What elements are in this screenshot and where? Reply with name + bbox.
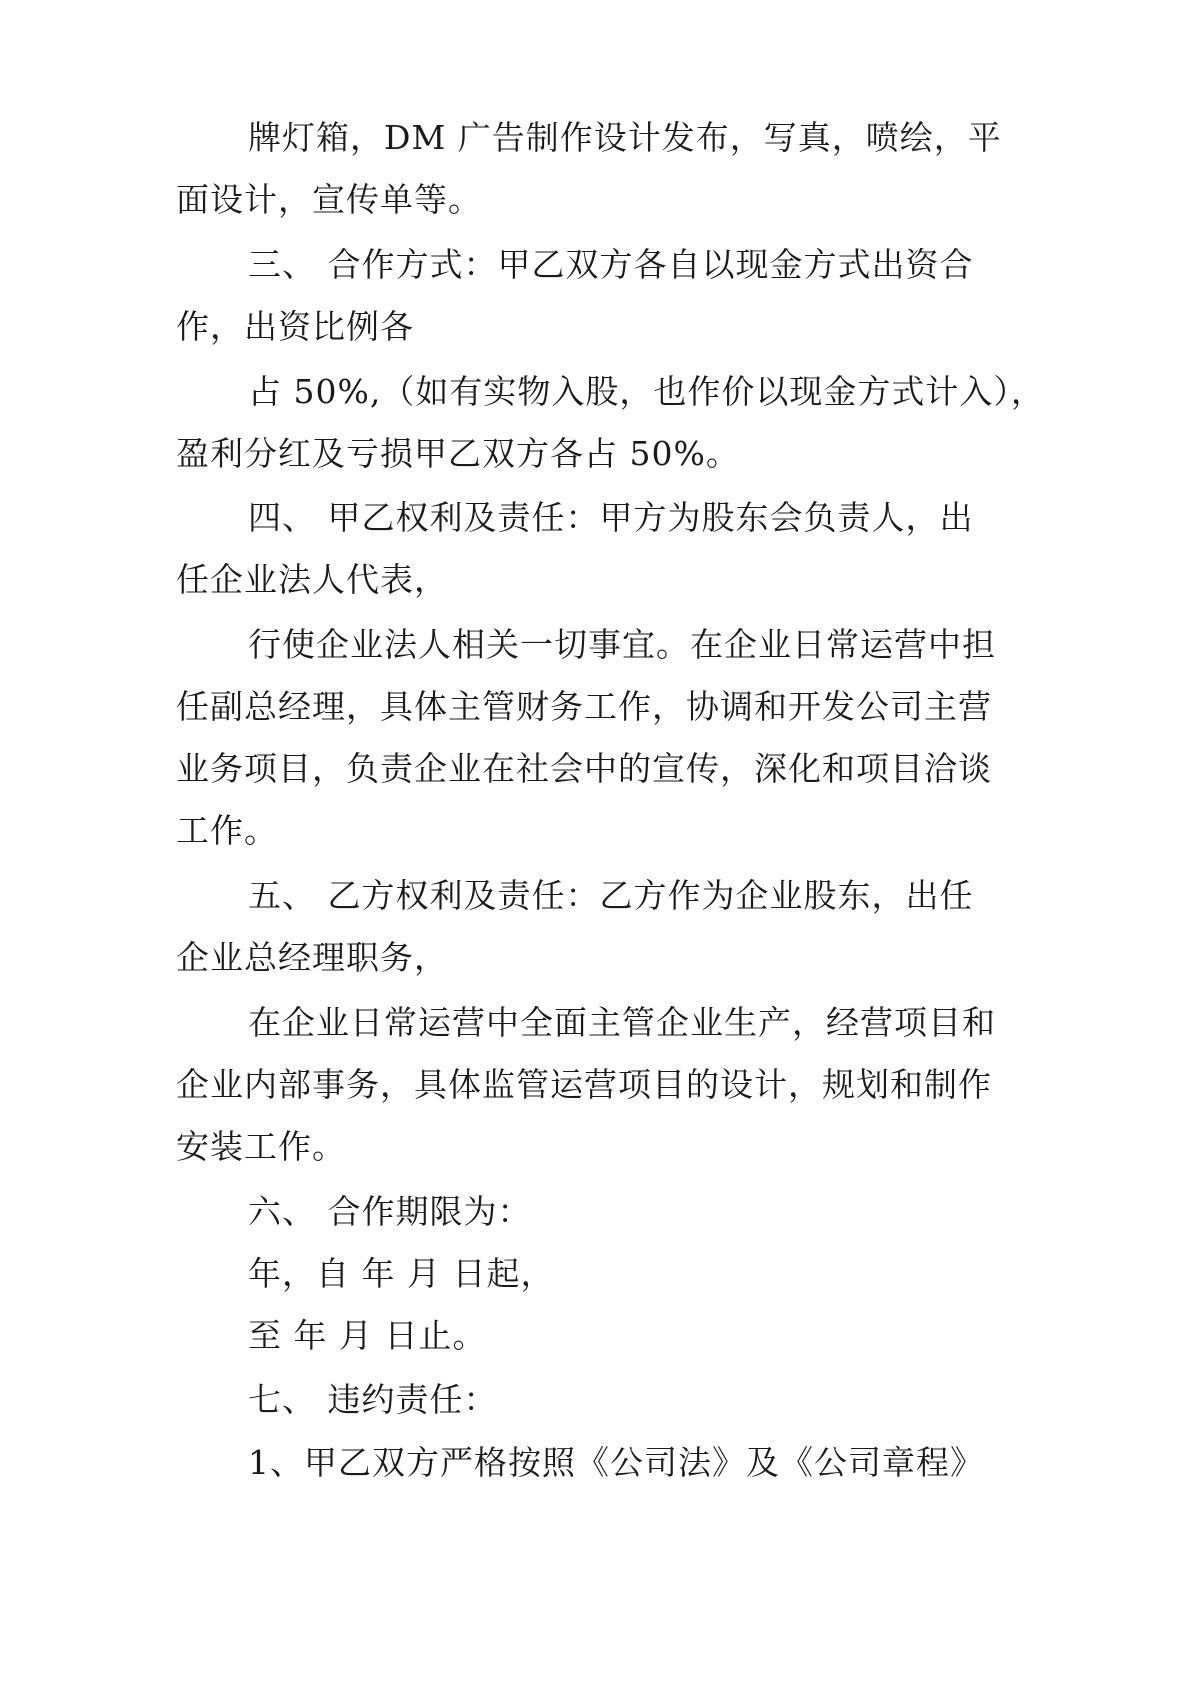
text-line: 企业内部事务，具体监管运营项目的设计，规划和制作 <box>176 1065 992 1104</box>
text-line: 安装工作。 <box>176 1127 346 1166</box>
text-line: 五、 乙方权利及责任：乙方作为企业股东，出任 <box>248 876 974 915</box>
text-line: 六、 合作期限为： <box>248 1192 532 1231</box>
text-line: 年，自 年 月 日起， <box>248 1254 555 1293</box>
text-line: 三、 合作方式：甲乙双方各自以现金方式出资合 <box>248 245 974 284</box>
text-line: 至 年 月 日止。 <box>248 1316 487 1355</box>
text-line: 行使企业法人相关一切事宜。在企业日常运营中担 <box>248 625 996 664</box>
text-line: 企业总经理职务， <box>176 938 448 977</box>
text-line: 四、 甲乙权利及责任：甲方为股东会负责人，出 <box>248 498 974 537</box>
text-line: 牌灯箱，DM 广告制作设计发布，写真，喷绘，平 <box>248 118 1002 157</box>
text-line: 任企业法人代表， <box>176 560 448 599</box>
text-line: 七、 违约责任： <box>248 1380 498 1419</box>
text-line: 占 50%,（如有实物入股，也作价以现金方式计入）， <box>248 372 1045 411</box>
text-line: 业务项目，负责企业在社会中的宣传，深化和项目洽谈 <box>176 749 992 788</box>
text-line: 在企业日常运营中全面主管企业生产，经营项目和 <box>248 1003 996 1042</box>
text-line: 面设计，宣传单等。 <box>176 180 482 219</box>
text-line: 任副总经理，具体主管财务工作，协调和开发公司主营 <box>176 687 992 726</box>
text-line: 1、甲乙双方严格按照《公司法》及《公司章程》 <box>248 1443 984 1482</box>
text-line: 作，出资比例各 <box>176 307 414 346</box>
text-line: 工作。 <box>176 811 278 850</box>
text-line: 盈利分红及亏损甲乙双方各占 50%。 <box>176 434 740 473</box>
